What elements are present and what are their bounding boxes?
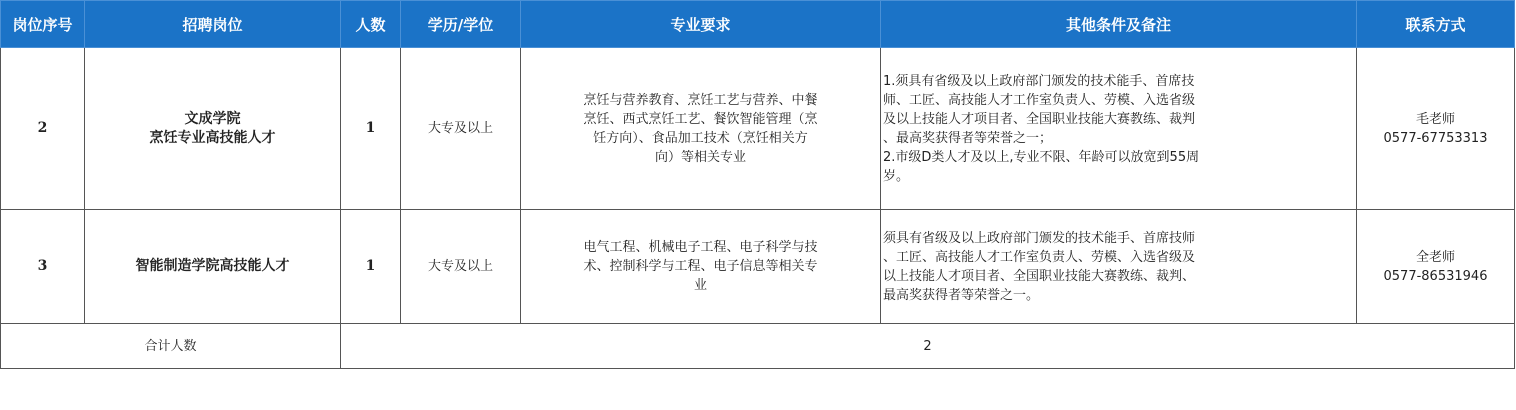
position-line: 文成学院: [184, 110, 241, 127]
row-id: 2: [1, 48, 85, 210]
total-value: 2: [341, 324, 1515, 369]
notes-line: 岁。: [883, 168, 910, 184]
header-count: 人数: [341, 1, 401, 48]
row-position: [85, 210, 341, 324]
row-notes: [881, 48, 1357, 210]
major-line: 业: [693, 278, 707, 293]
header-id: 岗位序号: [1, 1, 85, 48]
major-line: 术、控制科学与工程、电子信息等相关专: [583, 259, 818, 274]
notes-line: 师、工匠、高技能人才工作室负责人、劳模、入选省级: [883, 92, 1196, 108]
notes-line: 2.市级D类人才及以上,专业不限、年龄可以放宽到55周: [883, 149, 1200, 165]
header-education: 学历/学位: [401, 1, 521, 48]
header-position: 招聘岗位: [85, 1, 341, 48]
row-major: [521, 48, 881, 210]
header-major: 专业要求: [521, 1, 881, 48]
row-id: 3: [1, 210, 85, 324]
row-contact: [1357, 210, 1515, 324]
notes-line: 及以上技能人才项目者、全国职业技能大赛教练、裁判: [883, 111, 1196, 127]
header-notes: 其他条件及备注: [881, 1, 1357, 48]
row-contact: [1357, 48, 1515, 210]
major-line: 向）等相关专业: [654, 149, 746, 165]
notes-line: 最高奖获得者等荣誉之一。: [883, 287, 1040, 303]
row-education: 大专及以上: [401, 48, 521, 210]
notes-line: 1.须具有省级及以上政府部门颁发的技术能手、首席技: [883, 73, 1195, 89]
row-major: [521, 210, 881, 324]
position-line: 智能制造学院高技能人才: [135, 258, 290, 274]
notes-line: 、最高奖获得者等荣誉之一；: [883, 130, 1053, 146]
row-education: 大专及以上: [401, 210, 521, 324]
total-label: 合计人数: [1, 324, 341, 369]
major-line: 烹饪、西式烹饪工艺、餐饮智能管理（烹: [583, 111, 818, 127]
row-position: [85, 48, 341, 210]
table-row: [1, 48, 1515, 210]
major-line: 饪方向）、食品加工技术（烹饪相关方: [593, 130, 808, 146]
contact-name: 全老师: [1415, 249, 1455, 265]
header-contact: 联系方式: [1357, 1, 1515, 48]
contact-name: 毛老师: [1415, 111, 1455, 127]
notes-line: 以上技能人才项目者、全国职业技能大赛教练、裁判、: [883, 268, 1196, 284]
row-count: 1: [341, 210, 401, 324]
notes-line: 、工匠、高技能人才工作室负责人、劳模、入选省级及: [883, 249, 1196, 265]
major-line: 烹饪与营养教育、烹饪工艺与营养、中餐: [583, 92, 818, 108]
contact-phone: 0577-86531946: [1383, 268, 1488, 284]
major-line: 电气工程、机械电子工程、电子科学与技: [583, 240, 818, 255]
table-row: [1, 210, 1515, 324]
notes-line: 须具有省级及以上政府部门颁发的技术能手、首席技师: [883, 230, 1196, 246]
contact-phone: 0577-67753313: [1383, 130, 1488, 146]
total-row: [1, 324, 1515, 369]
header-row: [1, 1, 1515, 48]
row-count: 1: [341, 48, 401, 210]
row-notes: [881, 210, 1357, 324]
position-line: 烹饪专业高技能人才: [149, 129, 276, 146]
